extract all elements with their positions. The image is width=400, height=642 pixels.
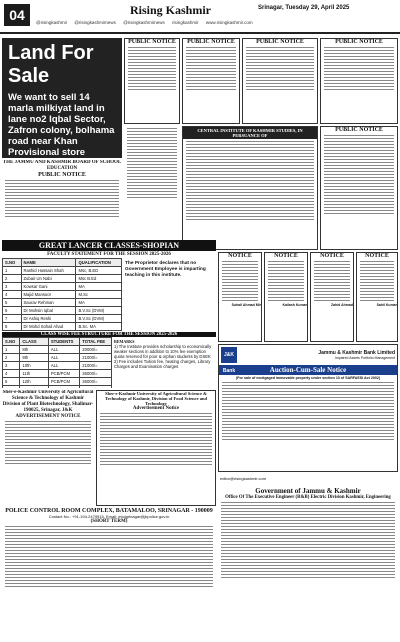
table-row: 7 Dr Ashiq Reshi B.V.Sc (DVM) xyxy=(3,315,122,323)
website-link[interactable]: www.risingkashmir.com xyxy=(205,20,253,25)
table-row: 3 Kowsar Gani MA xyxy=(3,283,122,291)
fee-title: CLASS WISE FEE STRUCTURE FOR THE SESSION 2025-2026 xyxy=(2,332,216,337)
table-row xyxy=(3,386,112,389)
table-row: 3 10th ALL 21000/= xyxy=(3,362,112,370)
public-notice-5 xyxy=(320,126,398,250)
table-row: 4 Majid Mansoor M.Sc xyxy=(3,291,122,299)
bank-auction-notice: J&K Bank Jammu & Kashmir Bank Limited Impaired Assets Portfolio Management Auction-Cum-Sale Notice (For sale of mortgaged immovable property under section 13 of SARFAESI Act 2002) xyxy=(218,344,398,472)
faculty-header-qual: QUALIFICATION xyxy=(76,259,122,267)
school-notice-text xyxy=(2,180,122,217)
table-row: 8 Dr Mohd Sohail Ahad B.Sc. MA xyxy=(3,323,122,331)
coaching-subtitle: FACULTY STATEMENT FOR THE SESSION 2025-2026 xyxy=(47,252,171,257)
youtube-handle[interactable]: risingkashmir xyxy=(172,20,199,25)
land-ad-title: Land For Sale xyxy=(8,42,94,87)
bank-logo: J&K Bank xyxy=(221,347,237,363)
fee-table: S.NO CLASS STUDENTS TOTAL FEE 1 8th ALL 20000/= 2 9th ALL 21000/= 3 10th ALL 21000/= 4 11th PCB/PCM 36000/= 5 12th PCB/PCM 36000/= xyxy=(2,337,112,388)
public-notice-2 xyxy=(182,38,240,124)
bank-header: J&K Bank Jammu & Kashmir Bank Limited Impaired Assets Portfolio Management xyxy=(219,345,397,365)
notice-small-1: NOTICE Suhail Ahmad Mir xyxy=(218,252,262,342)
social-handles xyxy=(36,20,259,25)
public-notice-4 xyxy=(320,38,398,124)
brand-logo: Rising Kashmir xyxy=(130,3,212,17)
public-notice-1 xyxy=(124,38,180,124)
public-notice-title: PUBLIC NOTICE xyxy=(335,39,383,45)
coaching-ad xyxy=(2,240,216,388)
land-ad-body: We want to sell 14 marla milkiyat land in lane no2 Iqbal Sector, Zafron colony, bolhama road near Khan Provisional store xyxy=(8,92,115,158)
police-tender-notice: POLICE CONTROL ROOM COMPLEX, BATAMALOO, SRINAGAR - 190009 Contact No.: +91-194-2479915, Email: mtojgrinagar@jkpolice.gov.in (SHORT TERM) xyxy=(2,508,216,640)
school-board-org: THE JAMMU AND KASHMIR BOARD OF SCHOOL EDUCATION xyxy=(2,160,122,171)
faculty-header-name: NAME xyxy=(21,259,76,267)
table-row: 6 Dr Mohsin Iqbal B.V.Sc (DVM) xyxy=(3,307,122,315)
skuast-food-science-ad: Sher-e-Kashmir University of Agricultural Science & Technology of Kashmir, Division of Food Science and Technology Advertisement Notice xyxy=(96,390,216,506)
table-row: 2 9th ALL 21000/= xyxy=(3,354,112,362)
faculty-table xyxy=(2,258,122,331)
school-board-notice xyxy=(2,160,122,238)
public-notice-column xyxy=(124,126,180,250)
public-notice-3 xyxy=(242,38,318,124)
page-number: 04 xyxy=(4,4,30,26)
notice-small-2: NOTICE Kailash Kumar xyxy=(264,252,308,342)
contact-email[interactable]: editor@risingkashmir.com xyxy=(220,476,267,481)
notice-small-4: NOTICE Sahil Kumar xyxy=(356,252,398,342)
cims-notice xyxy=(182,126,318,250)
public-notice-title: PUBLIC NOTICE xyxy=(256,39,304,45)
faculty-header-sno: S.NO xyxy=(3,259,22,267)
table-row: 5 Saurav Rehman MA xyxy=(3,299,122,307)
table-row: 4 11th PCB/PCM 36000/= xyxy=(3,370,112,378)
table-row: 5 12th PCB/PCM 36000/= xyxy=(3,378,112,386)
land-for-sale-ad xyxy=(2,38,122,158)
table-row: 2 Zubair Un Nabi Msc B.Ed xyxy=(3,275,122,283)
coaching-title: GREAT LANCER CLASSES-SHOPIAN xyxy=(2,240,216,251)
public-notice-title: PUBLIC NOTICE xyxy=(187,39,235,45)
auction-title: Auction-Cum-Sale Notice xyxy=(219,365,397,375)
fee-remarks: REMARKS 1) The Institute provides scholarship to economically weaker sections in addition to 10% fee exemption quota reserved for poor & orphan students by DSEK 2) Fee includes Tuition fee, heating charges, Library Charges and Examination charges xyxy=(114,339,212,369)
govt-tender-notice: editor@risingkashmir.com Government of Jammu & Kashmir Office Of The Executive Engineer (R&B) Electric Division Kashmir, Engineering xyxy=(218,474,398,640)
table-row: 1 Rashid Hussain Shah Msc, B.ED xyxy=(3,267,122,275)
cims-title: CENTRAL INSTITUTE OF KASHMIR STUDIES, IN PERSUANCE OF xyxy=(183,127,317,139)
dateline: Srinagar, Tuesday 29, April 2025 xyxy=(258,5,350,11)
school-board-title: PUBLIC NOTICE xyxy=(38,172,86,178)
masthead xyxy=(0,0,400,34)
twitter-handle[interactable]: @risingkashmir xyxy=(36,20,68,25)
instagram-handle[interactable]: @risingkashmirnews xyxy=(123,20,165,25)
table-row: 1 8th ALL 20000/= xyxy=(3,346,112,354)
proprietor-note: The Proprietor declares that no Government Employee is imparting teaching in this institute. xyxy=(125,261,206,278)
public-notice-title: PUBLIC NOTICE xyxy=(128,39,176,45)
public-notice-title: PUBLIC NOTICE xyxy=(335,127,383,133)
skuast-plant-biotech-ad: Sher-e-Kashmir University of Agricultural Science & Technology of Kashmir Division of Plant Biotechnology, Shalimar-190025, Srinagar, J&K ADVERTISEMENT NOTICE xyxy=(2,390,94,506)
facebook-handle[interactable]: @risingkashmirnews xyxy=(74,20,116,25)
notice-small-3: NOTICE Zahid Ahmad xyxy=(310,252,354,342)
